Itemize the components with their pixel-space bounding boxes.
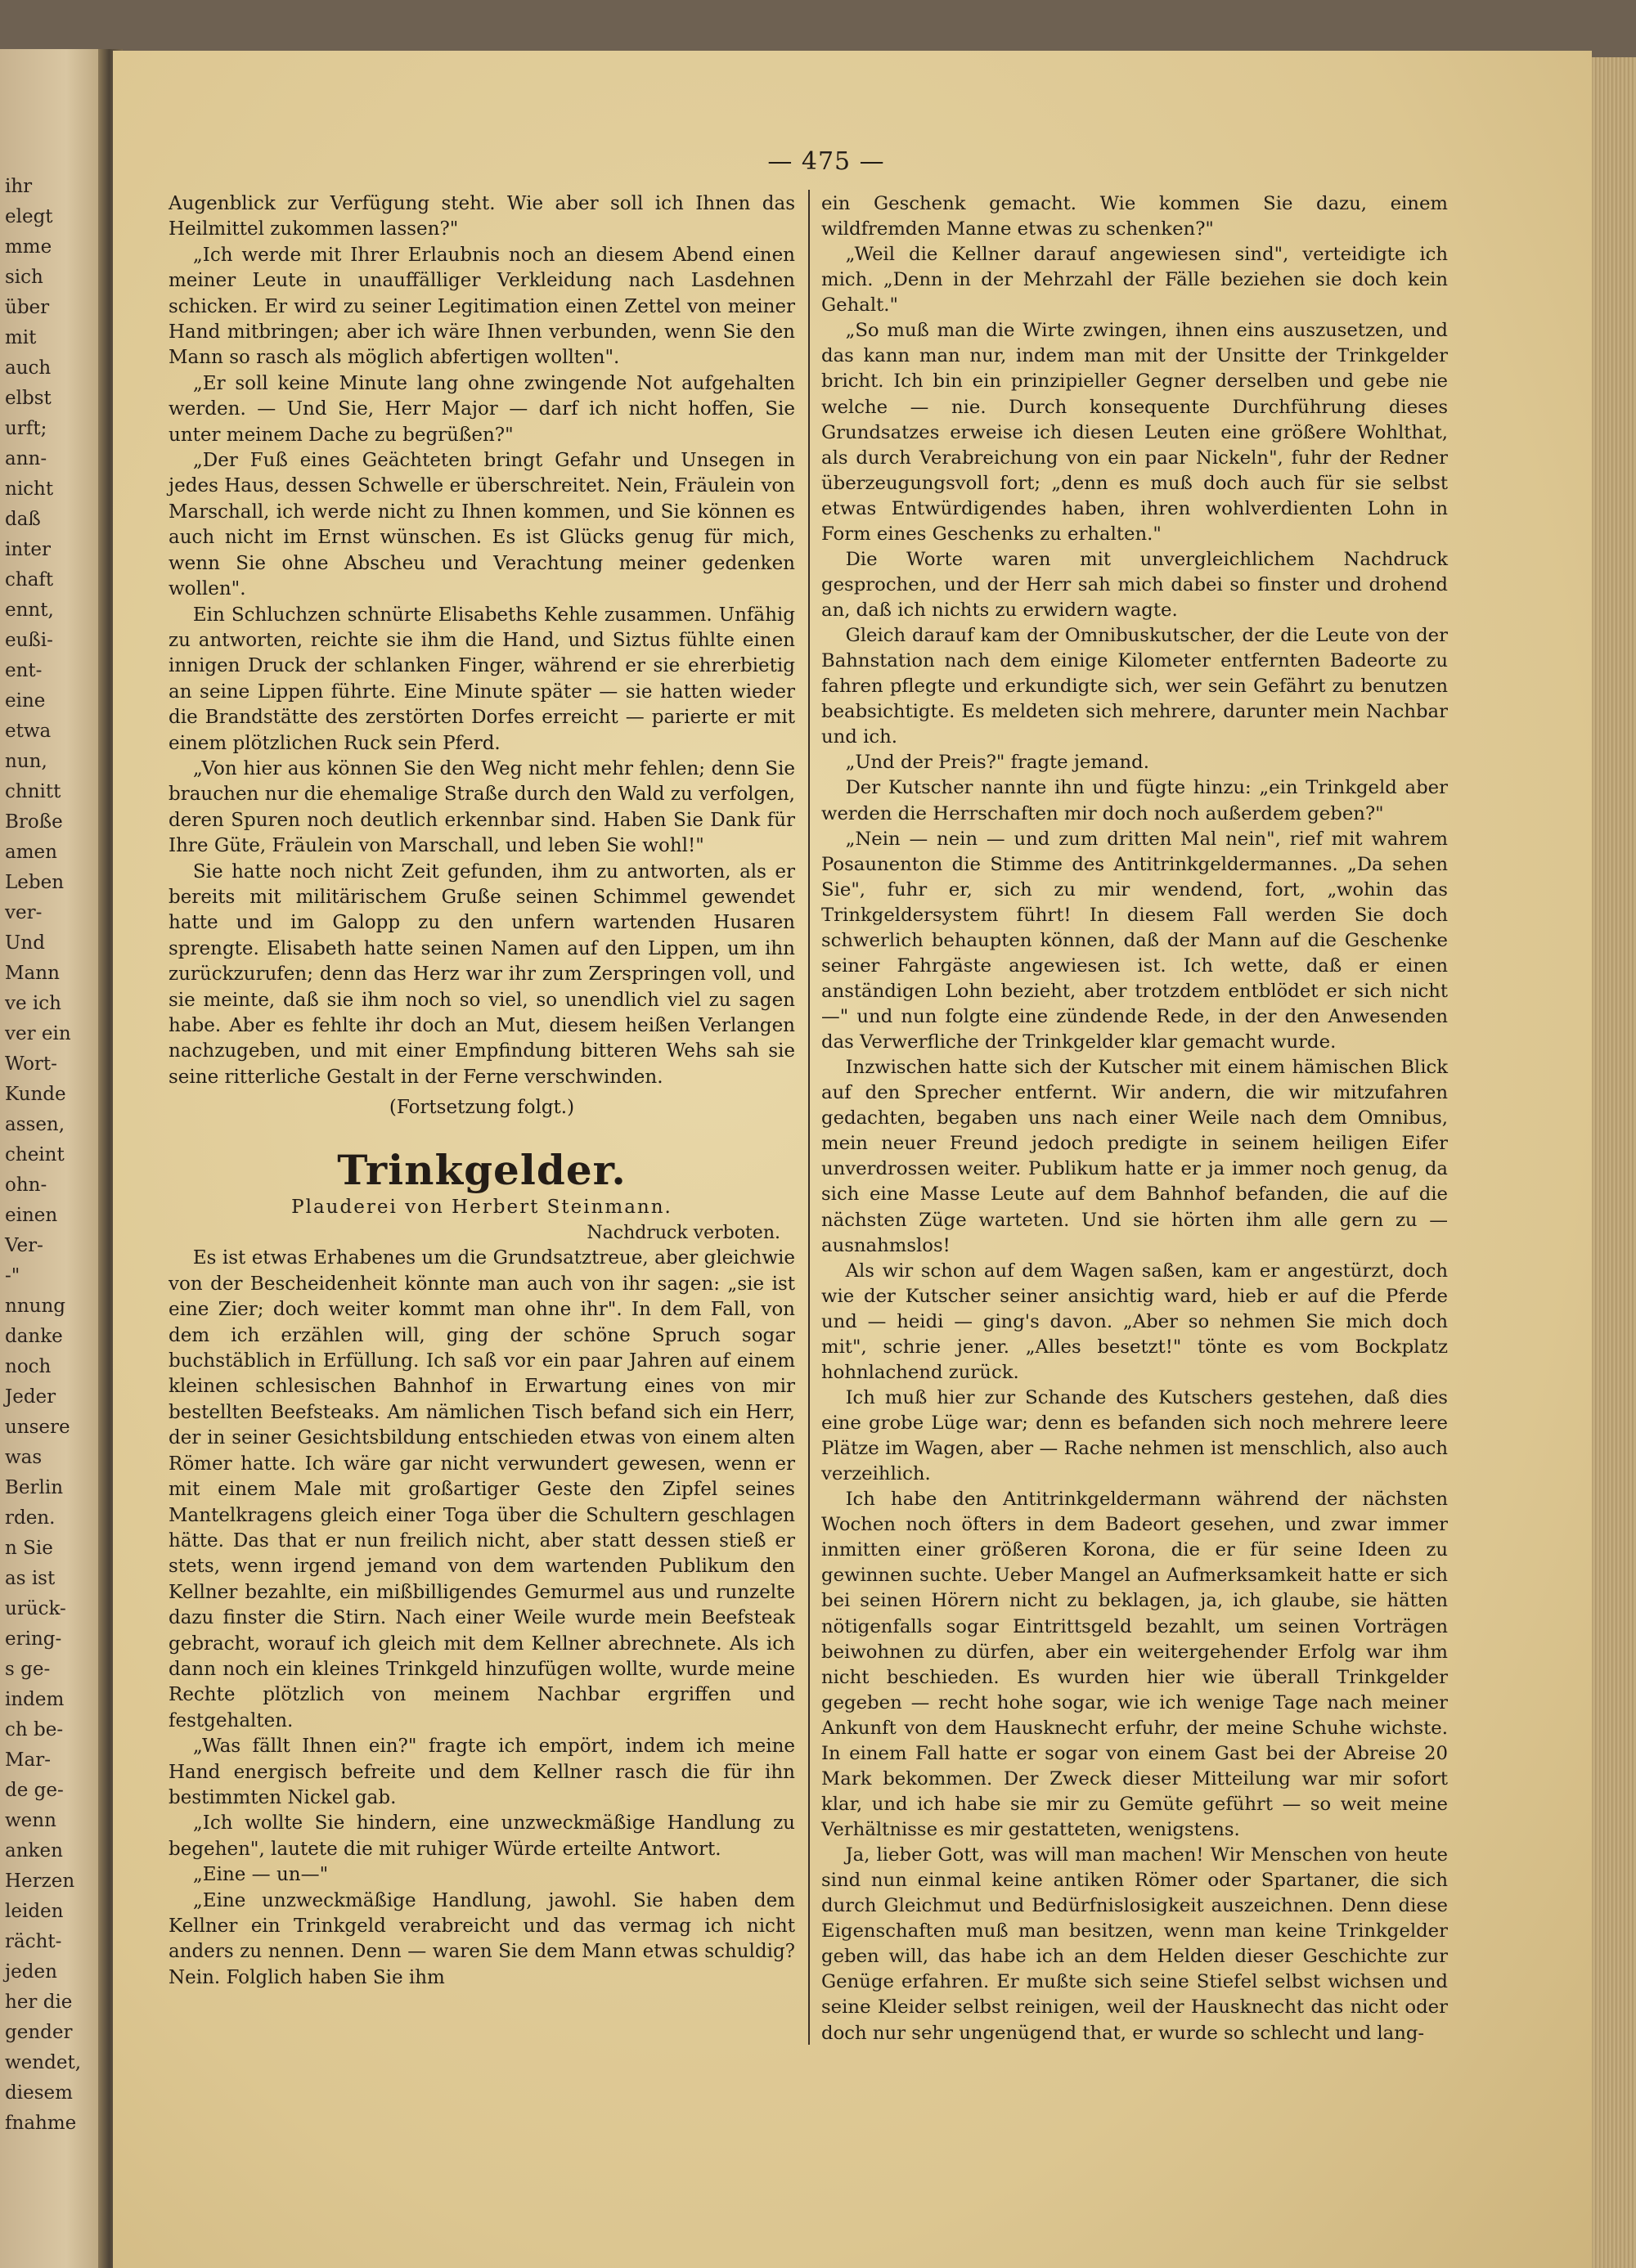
fragment-line: ihr xyxy=(5,176,33,197)
fragment-line: ver- xyxy=(5,902,43,923)
fragment-line: urft; xyxy=(5,418,47,439)
fragment-line: ennt, xyxy=(5,600,54,621)
fragment-line: fnahme xyxy=(5,2113,77,2134)
fragment-line: s ge- xyxy=(5,1659,51,1680)
article-body-start xyxy=(169,1246,795,1991)
fragment-line: sich xyxy=(5,267,43,288)
paragraph: Der Kutscher nannte ihn und fügte hinzu: „ein Trinkgeld aber werden die Herrschaften mir doch noch außerdem geben?" xyxy=(821,777,1448,824)
reprint-notice: Nachdruck verboten. xyxy=(587,1223,780,1244)
fragment-line: gender xyxy=(5,2022,73,2043)
fragment-line: wendet, xyxy=(5,2052,81,2073)
fragment-line: chaft xyxy=(5,569,54,591)
paragraph: „Ich wollte Sie hindern, eine unzweckmäßige Handlung zu begehen", lautete die mit ruhiger Würde erteilte Antwort. xyxy=(169,1812,795,1860)
paragraph: „Nein — nein — und zum dritten Mal nein", rief mit wahrem Posaunenton die Stimme des Antitrinkgeldermannes. „Da sehen Sie", fuhr er, sich zu mir wendend, fort, „wohin das Trinkgeldersystem führt! In diesem Fall werden Sie doch schwerlich behaupten können, daß der Mann auf die Geschenke seiner Fahrgäste angewiesen ist. Ich wette, daß er einen anständigen Lohn bezieht, aber trotzdem entblödet er sich nicht —" und nun folgte eine zündende Rede, in der den Anwesenden das Verwerfliche der Trinkgelder klar gemacht wurde. xyxy=(821,828,1448,1053)
paragraph: „Weil die Kellner darauf angewiesen sind", verteidigte ich mich. „Denn in der Mehrzahl der Fälle beziehen sie doch kein Gehalt." xyxy=(821,244,1448,317)
paragraph: „Ich werde mit Ihrer Erlaubnis noch an diesem Abend einen meiner Leute in unauffälliger Verkleidung nach Lasdehnen schicken. Er wird zu seiner Legitimation einen Zettel von meiner Hand mitbringen; aber ich wäre Ihnen verbunden, wenn Sie den Mann so rasch als möglich abfertigen wollten". xyxy=(169,244,795,369)
page-edges xyxy=(1592,57,1636,2268)
fragment-line: assen, xyxy=(5,1114,65,1135)
article-title: Trinkgelder. xyxy=(337,1145,627,1194)
fragment-line: elbst xyxy=(5,388,52,409)
fragment-line: unsere xyxy=(5,1417,70,1438)
fragment-line: as ist xyxy=(5,1568,56,1589)
novel-continuation xyxy=(169,191,795,1090)
fragment-line: ch be- xyxy=(5,1719,64,1740)
fragment-line: was xyxy=(5,1447,43,1468)
paragraph: „Was fällt Ihnen ein?" fragte ich empört, indem ich meine Hand energisch befreite und dem Kellner rasch die für ihn bestimmten Nickel gab. xyxy=(169,1736,795,1808)
fragment-line: inter xyxy=(5,539,52,560)
paragraph: „Eine — un—" xyxy=(192,1864,329,1886)
fragment-line: Jeder xyxy=(5,1386,56,1408)
fragment-line: ver ein xyxy=(5,1023,71,1044)
paragraph: „Eine unzweckmäßige Handlung, jawohl. Sie haben dem Kellner ein Trinkgeld verabreicht und das vermag ich nicht anders zu nennen. Denn — waren Sie dem Mann etwas schuldig? Nein. Folglich haben Sie ihm xyxy=(169,1889,795,1988)
fragment-line: ering- xyxy=(5,1628,62,1650)
paragraph: Ja, lieber Gott, was will man machen! Wir Menschen von heute sind nun einmal keine antiken Römer oder Spartaner, die sich durch Gleichmut und Bedürfnislosigkeit auszeichnen. Denn diese Eigenschaften muß man besitzen, wenn man keine Trinkgelder geben will, das habe ich an dem Helden dieser Geschichte zur Genüge erfahren. Er mußte sich seine Stiefel selbst wichsen und seine Kleider selbst reinigen, weil der Hausknecht das nicht oder doch nur sehr ungenügend that, er wurde so schlecht und lang- xyxy=(821,1844,1448,2044)
fragment-line: Mar- xyxy=(5,1749,52,1771)
fragment-line: Und xyxy=(5,932,45,954)
fragment-line: indem xyxy=(5,1689,65,1710)
fragment-line: ve ich xyxy=(5,993,61,1014)
fragment-line: daß xyxy=(5,509,41,530)
fragment-line: n Sie xyxy=(5,1538,53,1559)
paragraph: Als wir schon auf dem Wagen saßen, kam er angestürzt, doch wie der Kutscher seiner ansichtig ward, hieb er auf die Pferde und — heidi — ging's davon. „Aber so nehmen Sie mich doch mit", schrie jener. „Alles besetzt!" tönte es vom Bockplatz hohnlachend zurück. xyxy=(821,1260,1448,1383)
fragment-line: eußi- xyxy=(5,630,53,651)
fragment-line: Herzen xyxy=(5,1871,75,1892)
fragment-line: ohn- xyxy=(5,1174,47,1196)
fragment-line: über xyxy=(5,297,50,318)
fragment-line: danke xyxy=(5,1326,63,1347)
article-body-continued xyxy=(821,191,1448,2046)
paragraph: „So muß man die Wirte zwingen, ihnen eins auszusetzen, und das kann man nur, indem man mit der Unsitte der Trinkgelder bricht. Ich bin ein prinzipieller Gegner derselben und gebe nie welche — nie. Durch konsequente Durchführung dieses Grundsatzes erweise ich diesen Leuten eine größere Wohlthat, als durch Verabreichung von ein paar Nickeln", fuhr der Redner überzeugungsvoll fort; „denn es muß doch auch für sie selbst etwas Entwürdigendes haben, ihren wohlverdienten Lohn in Form eines Geschenks zu erhalten." xyxy=(821,320,1448,545)
paragraph: Ich muß hier zur Schande des Kutschers gestehen, daß dies eine grobe Lüge war; denn es befanden sich noch mehrere leere Plätze im Wagen, aber — Rache nehmen ist menschlich, also auch verzeihlich. xyxy=(821,1386,1448,1485)
fragment-line: nun, xyxy=(5,751,47,772)
fragment-line: wenn xyxy=(5,1810,56,1831)
fragment-line: leiden xyxy=(5,1901,64,1922)
fragment-line: Ver- xyxy=(5,1235,43,1256)
paragraph: „Von hier aus können Sie den Weg nicht mehr fehlen; denn Sie brauchen nur die ehemalige Straße durch den Wald zu verfolgen, deren Spuren noch deutlich erkennbar sind. Haben Sie Dank für Ihre Güte, Fräulein von Marschall, und leben Sie wohl!" xyxy=(169,757,795,857)
fragment-line: de ge- xyxy=(5,1780,64,1801)
paragraph: Inzwischen hatte sich der Kutscher mit einem hämischen Blick auf den Sprecher entfernt. Wir andern, die wir mitzufahren gedachten, begaben uns nach einer Weile nach dem Omnibus, mein neuer Freund jedoch predigte in seinem heiligen Eifer unverdrossen weiter. Publikum hatte er ja immer noch genug, da sich eine Masse Leute auf dem Bahnhof befanden, die auf die nächsten Züge warteten. Und sie hörten ihm alle gern zu — ausnahmslos! xyxy=(821,1057,1448,1256)
fragment-line: ent- xyxy=(5,660,43,681)
fragment-line: Kunde xyxy=(5,1084,66,1105)
paragraph: „Er soll keine Minute lang ohne zwingende Not aufgehalten werden. — Und Sie, Herr Major — darf ich nicht hoffen, Sie unter meinem Dache zu begrüßen?" xyxy=(169,372,795,446)
fragment-line: Broße xyxy=(5,811,63,833)
paragraph: Ein Schluchzen schnürte Elisabeths Kehle zusammen. Unfähig zu antworten, reichte sie ihm die Hand, und Siztus fühlte einen innigen Druck der schlanken Finger, während er sie ehrerbietig an seine Lippen führte. Eine Minute später — sie hatten wieder die Brandstätte des zerstörten Dorfes erreicht — parierte er mit einem plötzlichen Ruck sein Pferd. xyxy=(169,604,795,754)
fragment-line: etwa xyxy=(5,721,52,742)
fragment-line: mit xyxy=(5,327,37,348)
paragraph: Gleich darauf kam der Omnibuskutscher, der die Leute von der Bahnstation nach dem einige Kilometer entfernten Badeorte zu fahren pflegte und erkundigte sich, wer sein Gefährt zu benutzen beabsichtigte. Es meldeten sich mehrere, darunter mein Nachbar und ich. xyxy=(821,625,1448,748)
fragment-line: rächt- xyxy=(5,1931,62,1952)
fragment-line: nnung xyxy=(5,1296,65,1317)
paragraph: Sie hatte noch nicht Zeit gefunden, ihm zu antworten, als er bereits mit militärischem Gruße seinen Schimmel gewendet hatte und im Galopp zu den unfern wartenden Husaren sprengte. Elisabeth hatte seinen Namen auf den Lippen, um ihn zurückzurufen; denn das Herz war ihr zum Zerspringen voll, und sie meinte, daß sie ihm noch so viel, so unendlich viel zu sagen habe. Aber es fehlte ihr doch an Mut, diesem heißen Verlangen nachzugeben, und mit einer Empfindung bitteren Wehs sah sie seine ritterliche Gestalt in der Ferne verschwinden. xyxy=(169,860,795,1088)
paragraph: Augenblick zur Verfügung steht. Wie aber soll ich Ihnen das Heilmittel zukommen lassen?" xyxy=(169,193,795,240)
article-byline: Plauderei von Herbert Steinmann. xyxy=(291,1196,672,1218)
fragment-line: auch xyxy=(5,357,52,379)
fragment-line: chnitt xyxy=(5,781,61,802)
fragment-line: diesem xyxy=(5,2082,73,2104)
fragment-line: mme xyxy=(5,236,52,258)
paragraph: Die Worte waren mit unvergleichlichem Nachdruck gesprochen, und der Herr sah mich dabei so finster und drohend an, daß ich nichts zu erwidern wagte. xyxy=(821,548,1448,621)
fragment-line: Wort- xyxy=(5,1053,57,1075)
fragment-line: urück- xyxy=(5,1598,66,1619)
fragment-line: nicht xyxy=(5,478,54,500)
paragraph: Es ist etwas Erhabenes um die Grundsatztreue, aber gleichwie von der Bescheidenheit könnte man auch von ihr sagen: „sie ist eine Zier; doch weiter kommt man ohne ihr". In dem Fall, von dem ich erzählen will, ging der schöne Spruch sogar buchstäblich in Erfüllung. Ich saß vor ein paar Jahren auf einem kleinen schlesischen Bahnhof in Erwartung eines von mir bestellten Beefsteaks. Am nämlichen Tisch befand sich ein Herr, der in seiner Gesichtsbildung entschieden etwas von einem alten Römer hatte. Ich wäre gar nicht verwundert gewesen, wenn er mit einem Male mit großartiger Geste den Zipfel seines Mantelkragens gleich einer Toga über die Schultern geschlagen hätte. Das that er nun freilich nicht, aber statt dessen stieß er stets, wenn irgend jemand von dem wartenden Publikum den Kellner bezahlte, ein mißbilligendes Gemurmel aus und runzelte dazu finster die Stirn. Nach einer Weile wurde mein Beefsteak gebracht, worauf ich gleich mit dem Kellner abrechnete. Als ich dann noch ein kleines Trinkgeld hinzufügen wollte, wurde meine Rechte plötzlich von meinem Nachbar ergriffen und festgehalten. xyxy=(169,1247,795,1731)
fragment-line: amen xyxy=(5,842,57,863)
fragment-line: eine xyxy=(5,690,46,712)
fragment-line: ann- xyxy=(5,448,47,469)
fragment-line: Berlin xyxy=(5,1477,64,1498)
to-be-continued: (Fortsetzung folgt.) xyxy=(389,1097,575,1119)
fragment-line: Mann xyxy=(5,963,60,984)
fragment-line: jeden xyxy=(5,1961,57,1983)
right-column xyxy=(821,191,1448,2046)
paragraph: „Der Fuß eines Geächteten bringt Gefahr und Unsegen in jedes Haus, dessen Schwelle er überschreitet. Nein, Fräulein von Marschall, ich werde nicht zu Ihnen kommen, und Sie können es auch nicht im Ernst wünschen. Es ist Glücks genug für mich, wenn Sie ohne Abscheu und Verachtung meiner gedenken wollen". xyxy=(169,450,795,600)
paragraph: ein Geschenk gemacht. Wie kommen Sie dazu, einem wildfremden Manne etwas zu schenken?" xyxy=(821,193,1448,240)
fragment-line: noch xyxy=(5,1356,52,1377)
paragraph: „Und der Preis?" fragte jemand. xyxy=(845,752,1149,774)
fragment-line: her die xyxy=(5,1992,73,2013)
fragment-line: cheint xyxy=(5,1144,65,1165)
fragment-line: anken xyxy=(5,1840,63,1862)
fragment-line: -" xyxy=(5,1265,20,1287)
page-number: — 475 — xyxy=(767,147,885,176)
fragment-line: rden. xyxy=(5,1507,56,1529)
fragment-line: einen xyxy=(5,1205,58,1226)
fragment-line: Leben xyxy=(5,872,65,893)
paragraph: Ich habe den Antitrinkgeldermann während der nächsten Wochen noch öfters in dem Badeort gesehen, und zwar immer inmitten einer größeren Korona, die er für seine Ideen zu gewinnen suchte. Ueber Mangel an Aufmerksamkeit hatte er sich bei seinen Hörern nicht zu beklagen, ja, ich glaube, sie hätten nötigenfalls sogar Eintrittsgeld bezahlt, um seinen Vorträgen beiwohnen zu dürfen, aber ein weitergehender Erfolg war ihm nicht beschieden. Es wurden hier wie überall Trinkgelder gegeben — recht hohe sogar, wie ich wenige Tage nach meiner Ankunft von dem Hausknecht erfuhr, der meine Schuhe wichste. In einem Fall hatte er sogar von einem Gast bei der Abreise 20 Mark bekommen. Der Zweck dieser Mitteilung war mir sofort klar, und ich habe sie mir zu Gemüte geführt — so weit meine Verhältnisse es mir gestatteten, wenigstens. xyxy=(821,1489,1448,1840)
left-column xyxy=(169,191,795,1991)
column-rule xyxy=(808,190,810,2045)
facing-page-fragment xyxy=(0,49,110,2268)
fragment-line: elegt xyxy=(5,206,53,227)
